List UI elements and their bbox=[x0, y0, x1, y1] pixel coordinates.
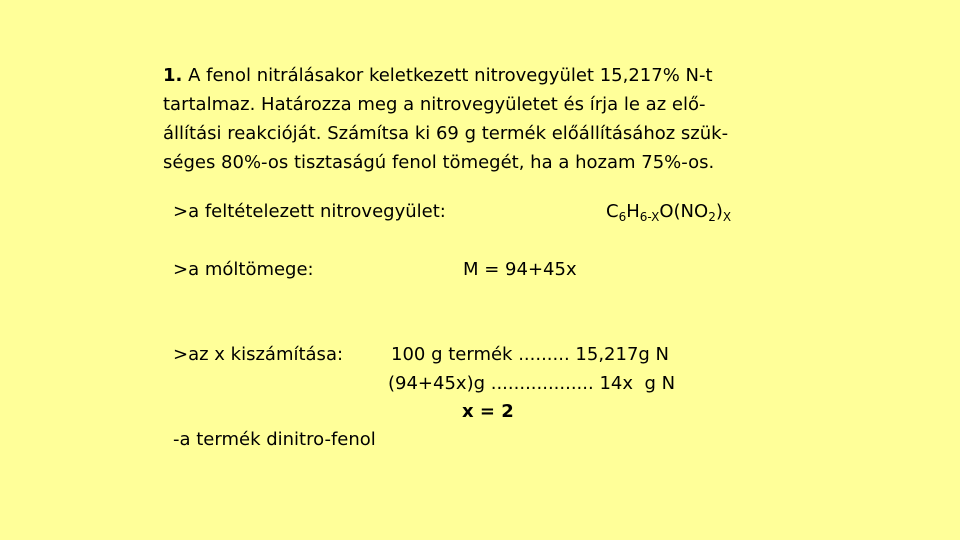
problem-statement bbox=[163, 61, 803, 177]
molar-mass-value: M = 94+45x bbox=[463, 259, 577, 280]
conclusion: -a termék dinitro-fenol bbox=[173, 429, 376, 450]
molar-mass-label: >a móltömege: bbox=[173, 259, 314, 280]
x-result: x = 2 bbox=[462, 401, 514, 422]
ratio-line-1: 100 g termék ......... 15,217g N bbox=[391, 344, 670, 365]
problem-line-3: állítási reakcióját. Számítsa ki 69 g termék előállításához szük- bbox=[163, 123, 729, 144]
compound-formula: $C_6H_{6-X}O(NO_2)_X$ bbox=[606, 201, 732, 224]
ratio-line-2: (94+45x)g .................. 14x g N bbox=[388, 373, 676, 394]
assumed-compound-label: >a feltételezett nitrovegyület: bbox=[173, 201, 446, 222]
problem-line-2: tartalmaz. Határozza meg a nitrovegyületet és írja le az elő- bbox=[163, 94, 706, 115]
problem-line-4: séges 80%-os tisztaságú fenol tömegét, ha a hozam 75%-os. bbox=[163, 152, 715, 173]
problem-number: 1. bbox=[163, 65, 183, 86]
x-calculation-label: >az x kiszámítása: bbox=[173, 344, 344, 365]
problem-line-1: 1. A fenol nitrálásakor keletkezett nitrovegyület 15,217% N-t bbox=[163, 65, 713, 86]
